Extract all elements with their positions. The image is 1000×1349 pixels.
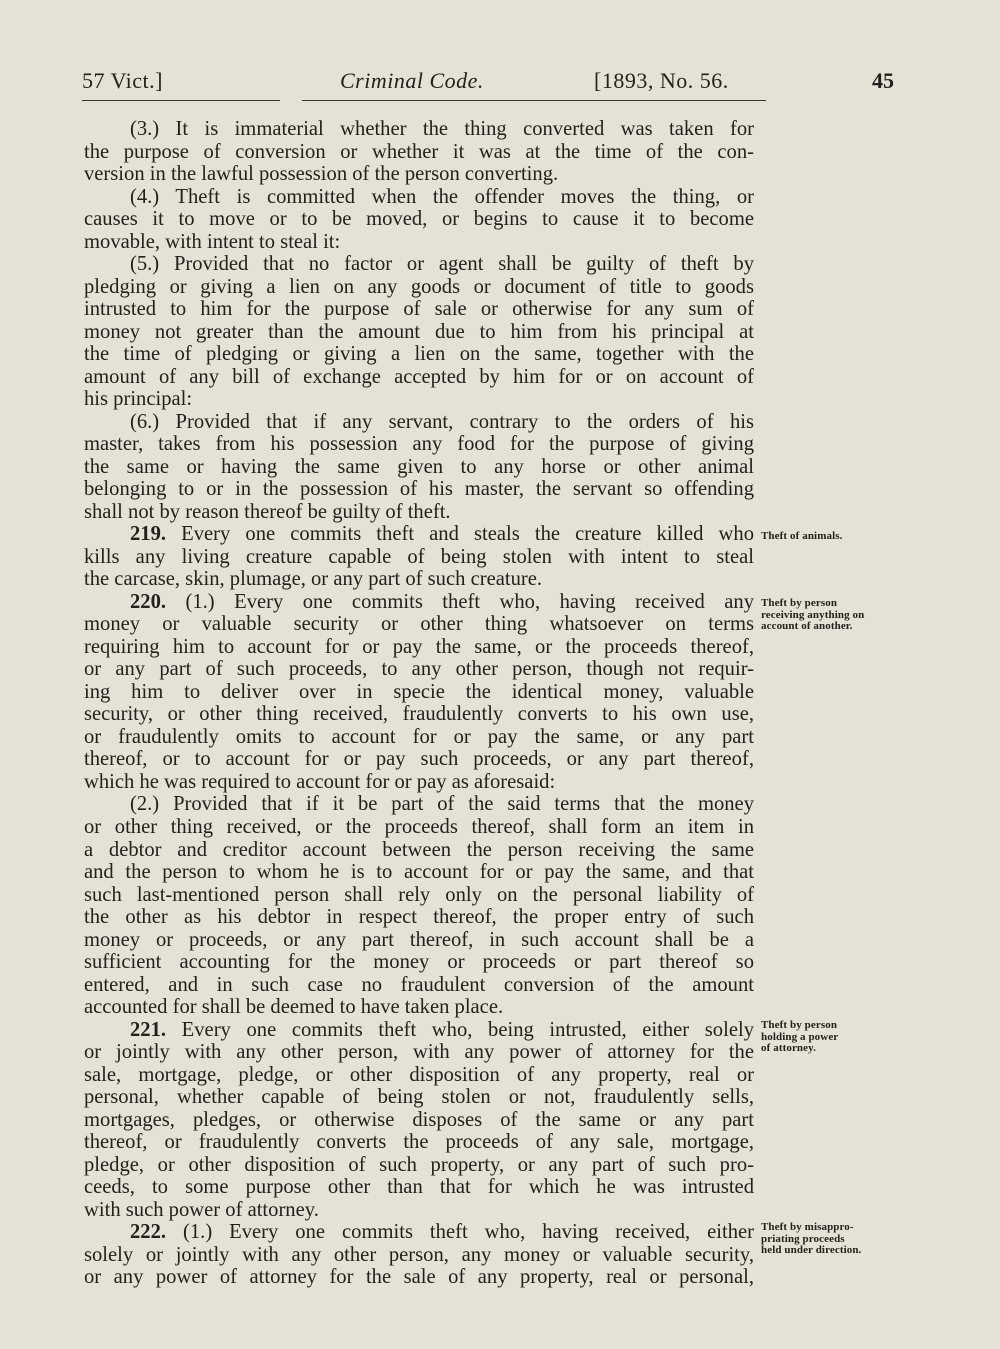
line-text: sufficient accounting for the money or proceeds or part thereof so (84, 951, 754, 974)
text-line (84, 748, 754, 771)
section-number: 221. (130, 1018, 167, 1041)
line-text: or any power of attorney for the sale of any property, real or personal, (84, 1266, 754, 1289)
text-line (84, 1266, 754, 1289)
line-text: which he was required to account for or pay as aforesaid: (84, 770, 556, 793)
line-text: entered, and in such case no fraudulent conversion of the amount (84, 973, 754, 996)
text-line (84, 636, 754, 659)
text-line (84, 231, 754, 254)
line-text: (1.) Every one commits theft who, having received any (166, 590, 754, 613)
text-line (84, 456, 754, 479)
header-rule-right (302, 100, 766, 101)
marginal-note (761, 598, 991, 633)
text-line (84, 523, 754, 546)
text-line (84, 1221, 754, 1244)
line-text: (1.) Every one commits theft who, having received, either (166, 1221, 754, 1244)
text-line (84, 321, 754, 344)
text-line (84, 276, 754, 299)
line-text: shall not by reason thereof be guilty of theft. (84, 500, 451, 523)
line-text: the other as his debtor in respect thereof, the proper entry of such (84, 906, 754, 929)
line-text: solely or jointly with any other person, any money or valuable security, (84, 1243, 754, 1266)
text-line (84, 478, 754, 501)
line-text: (6.) Provided that if any servant, contrary to the orders of his (130, 410, 754, 433)
text-line (84, 974, 754, 997)
section-number: 222. (130, 1221, 167, 1244)
line-text: or jointly with any other person, with any power of attorney for the (84, 1041, 754, 1064)
text-line (84, 861, 754, 884)
marginal-note-line: account of another. (761, 620, 853, 632)
header-title: Criminal Code. (340, 68, 484, 93)
running-header (82, 68, 912, 104)
marginal-note-line: held under direction. (761, 1244, 862, 1256)
line-text: movable, with intent to steal it: (84, 230, 341, 253)
line-text: ceeds, to some purpose other than that for which he was intrusted (84, 1176, 754, 1199)
line-text: causes it to move or to be moved, or begins to cause it to become (84, 208, 754, 231)
line-text: master, takes from his possession any food for the purpose of giving (84, 433, 754, 456)
line-text: version in the lawful possession of the person converting. (84, 163, 559, 186)
line-text: or fraudulently omits to account for or pay the same, or any part (84, 725, 754, 748)
text-line (84, 186, 754, 209)
line-text: the purpose of conversion or whether it was at the time of the con- (84, 140, 754, 163)
text-line (84, 1086, 754, 1109)
line-text: mortgages, pledges, or otherwise disposes of the same or any part (84, 1108, 754, 1131)
text-line (84, 1131, 754, 1154)
text-line (84, 253, 754, 276)
text-line (84, 1064, 754, 1087)
header-rule-left (82, 100, 280, 101)
body-text (84, 118, 754, 1289)
line-text: Every one commits theft and steals the creature killed who (166, 523, 754, 546)
text-line (84, 163, 754, 186)
text-line (84, 546, 754, 569)
text-line (84, 1019, 754, 1042)
line-text: belonging to or in the possession of his master, the servant so offending (84, 478, 754, 501)
text-line (84, 613, 754, 636)
line-text: personal, whether capable of being stolen or not, fraudulently sells, (84, 1086, 754, 1109)
line-text: (4.) Theft is committed when the offender moves the thing, or (130, 185, 754, 208)
line-text: (3.) It is immaterial whether the thing converted was taken for (130, 118, 754, 140)
marginal-note-line: holding a power (761, 1030, 839, 1043)
line-text: a debtor and creditor account between the person receiving the same (84, 838, 754, 861)
text-line (84, 433, 754, 456)
marginal-note (761, 1020, 991, 1055)
line-text: Every one commits theft who, being intrusted, either solely (166, 1018, 754, 1041)
text-line (84, 208, 754, 231)
text-line (84, 591, 754, 614)
line-text: money not greater than the amount due to him from his principal at (84, 320, 754, 343)
line-text: intrusted to him for the purpose of sale or otherwise for any sum of (84, 298, 754, 321)
text-line (84, 298, 754, 321)
text-line (84, 1109, 754, 1132)
text-line (84, 703, 754, 726)
text-line (84, 343, 754, 366)
line-text: thereof, or fraudulently converts the proceeds of any sale, mortgage, (84, 1131, 754, 1154)
text-line (84, 388, 754, 411)
line-text: ing him to deliver over in specie the identical money, valuable (84, 680, 754, 703)
line-text: thereof, or to account for or pay such proceeds, or any part thereof, (84, 748, 754, 771)
text-line (84, 906, 754, 929)
line-text: pledge, or other disposition of such property, or any part of such pro- (84, 1153, 754, 1176)
line-text: kills any living creature capable of being stolen with intent to steal (84, 545, 754, 568)
line-text: such last-mentioned person shall rely only on the personal liability of (84, 883, 754, 906)
text-line (84, 929, 754, 952)
line-text: with such power of attorney. (84, 1198, 319, 1221)
line-text: pledging or giving a lien on any goods or document of title to goods (84, 275, 754, 298)
line-text: the time of pledging or giving a lien on the same, together with the (84, 343, 754, 366)
line-text: his principal: (84, 388, 193, 411)
text-line (84, 816, 754, 839)
marginal-note-line: Theft by misappro- (761, 1221, 854, 1233)
marginal-note-line: priating proceeds (761, 1232, 845, 1245)
text-line (84, 1244, 754, 1267)
text-line (84, 501, 754, 524)
marginal-note-line: of attorney. (761, 1042, 816, 1054)
text-line (84, 951, 754, 974)
marginal-note-line: Theft of animals. (761, 530, 843, 542)
line-text: requiring him to account for or pay the same, or the proceeds thereof, (84, 635, 754, 658)
marginal-note-line: Theft by person (761, 1019, 838, 1031)
line-text: accounted for shall be deemed to have taken place. (84, 996, 504, 1019)
text-line (84, 996, 754, 1019)
line-text: the carcase, skin, plumage, or any part of such creature. (84, 568, 543, 591)
header-act-reference: [1893, No. 56. (594, 68, 729, 93)
section-number: 219. (130, 523, 167, 546)
text-line (84, 118, 754, 141)
line-text: or other thing received, or the proceeds thereof, shall form an item in (84, 815, 754, 838)
text-line (84, 568, 754, 591)
line-text: sale, mortgage, pledge, or other disposition of any property, real or (84, 1063, 754, 1086)
text-line (84, 884, 754, 907)
text-line (84, 658, 754, 681)
line-text: and the person to whom he is to account for or pay the same, and that (84, 861, 754, 884)
page-number: 45 (872, 68, 894, 93)
text-line (84, 1041, 754, 1064)
line-text: money or valuable security or other thing whatsoever on terms (84, 613, 754, 636)
marginal-note (761, 1222, 991, 1257)
line-text: or any part of such proceeds, to any other person, though not requir- (84, 658, 754, 681)
line-text: (2.) Provided that if it be part of the said terms that the money (130, 793, 754, 816)
line-text: security, or other thing received, fraudulently converts to his own use, (84, 703, 754, 726)
line-text: (5.) Provided that no factor or agent shall be guilty of theft by (130, 253, 754, 276)
text-line (84, 1154, 754, 1177)
line-text: money or proceeds, or any part thereof, in such account shall be a (84, 928, 754, 951)
section-number: 220. (130, 590, 167, 613)
text-line (84, 839, 754, 862)
text-line (84, 1199, 754, 1222)
header-regnal-year: 57 Vict.] (82, 68, 163, 93)
marginal-note-line: receiving anything on (761, 608, 865, 621)
marginal-note-line: Theft by person (761, 597, 838, 609)
line-text: amount of any bill of exchange accepted by him for or on account of (84, 365, 754, 388)
text-line (84, 411, 754, 434)
text-line (84, 1176, 754, 1199)
text-line (84, 141, 754, 164)
line-text: the same or having the same given to any horse or other animal (84, 455, 754, 478)
text-line (84, 771, 754, 794)
text-line (84, 726, 754, 749)
text-line (84, 681, 754, 704)
text-line (84, 366, 754, 389)
text-line (84, 793, 754, 816)
marginal-note (761, 531, 991, 543)
